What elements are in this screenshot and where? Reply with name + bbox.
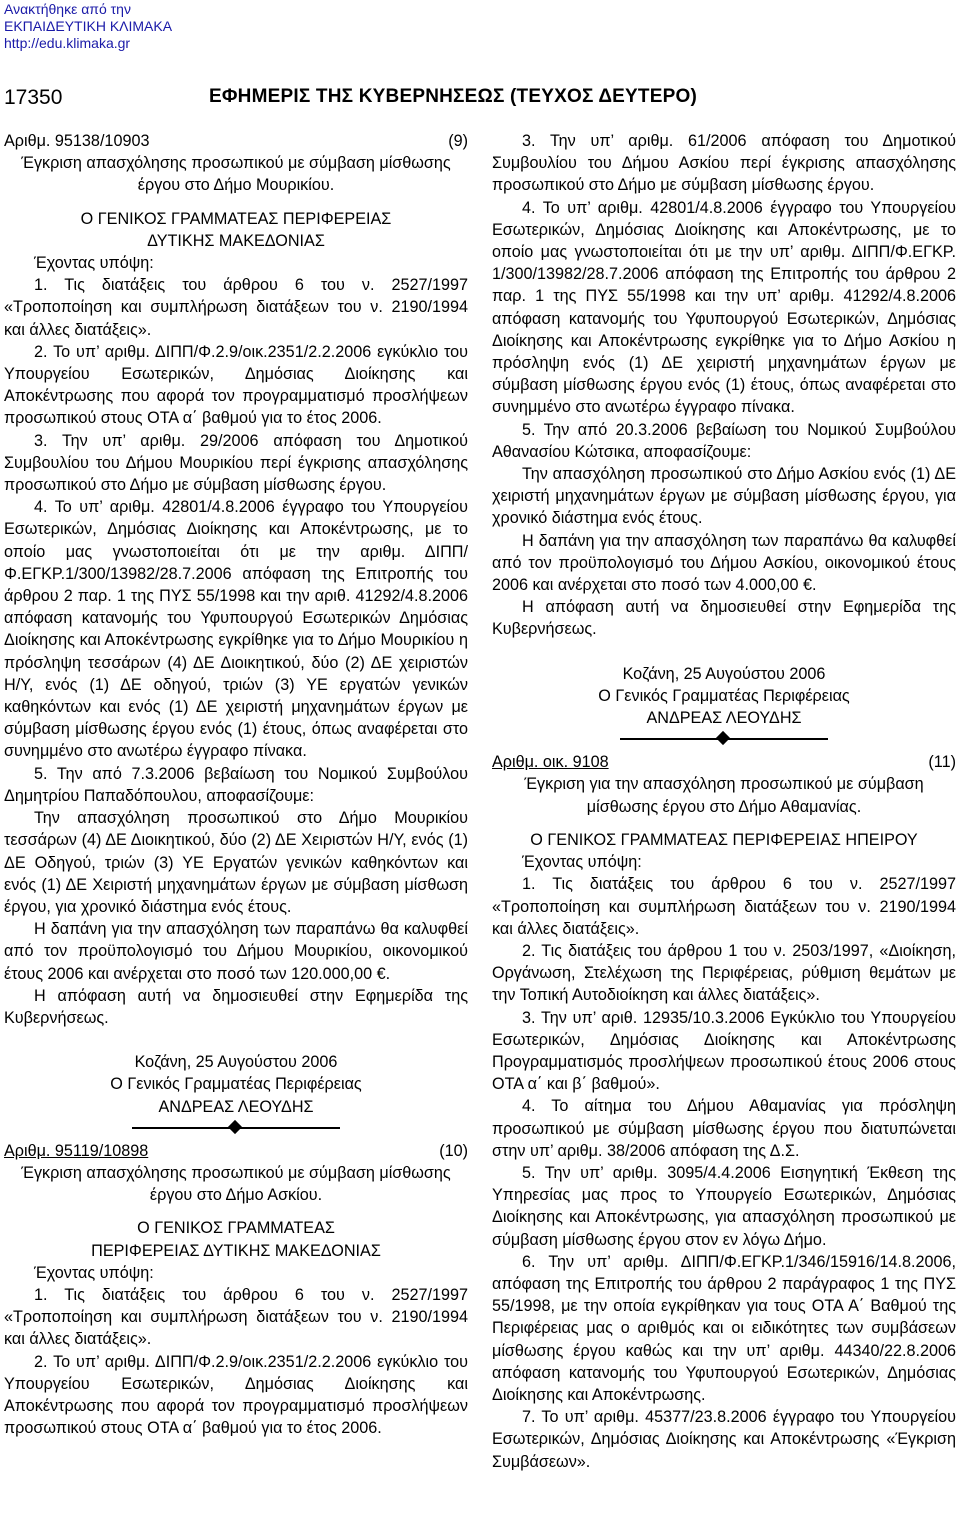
consideration-item: 1. Τις διατάξεις του άρθρου 6 του ν. 2527/1997 «Τροποποίηση και συμπλήρωση διατάξεων του ν. 2190/1994 και άλλες διατάξεις».: [492, 875, 956, 938]
signatory-name: ΑΝΔΡΕΑΣ ΛΕΟΥΔΗΣ: [646, 709, 802, 728]
consideration-item: 2. Το υπ’ αριθμ. ΔΙΠΠ/Φ.2.9/οικ.2351/2.2.2006 εγκύκλιο του Υπουργείου Εσωτερικών, Δημόσιας Διοίκησης και Αποκέντρωσης που αφορά τον προγραμματισμό προσλήψεων προσωπικού στους ΟΤΑ α΄ βαθμού για το έτος 2006.: [4, 1352, 468, 1438]
source-link[interactable]: http://edu.klimaka.gr: [4, 35, 131, 51]
right-column: [492, 130, 956, 1473]
source-watermark: [4, 1, 172, 52]
decision-text: Την απασχόληση προσωπικού στο Δήμο Ασκίου ενός (1) ΔΕ χειριστή μηχανημάτων έργων με σύμβαση μίσθωσης έργου, για χρονικό διάστημα ενός έτους.: [492, 465, 956, 528]
section-divider: [4, 1119, 468, 1137]
decision-subject: Έγκριση απασχόλησης προσωπικού με σύμβαση μίσθωσης έργου στο Δήμο Ασκίου.: [21, 1163, 451, 1205]
decision-number-row: [4, 130, 468, 152]
source-line: ΕΚΠΑΙΔΕΥΤΙΚΗ ΚΛΙΜΑΚΑ: [4, 18, 173, 34]
considering-label: Έχοντας υπόψη:: [34, 1263, 154, 1282]
consideration-item: 3. Την υπ’ αριθμ. 29/2006 απόφαση του Δημοτικού Συμβουλίου του Δήμου Μουρικίου περί έγκρισης απασχόλησης προσωπικού στο Δήμο με σύμβαση μίσθωσης έργου.: [4, 431, 468, 495]
decision-number: Αριθμ. 95138/10903: [4, 132, 150, 150]
authority-line: Ο ΓΕΝΙΚΟΣ ΓΡΑΜΜΑΤΕΑΣ: [137, 1219, 335, 1238]
decision-number-row: [492, 751, 956, 773]
source-line: Ανακτήθηκε από την: [4, 1, 131, 17]
section-divider: [492, 730, 956, 748]
consideration-item: 5. Την από 20.3.2006 βεβαίωση του Νομικού Συμβούλου Αθανασίου Κώτσικα, αποφασίζουμε:: [492, 420, 956, 461]
authority-line: Ο ΓΕΝΙΚΟΣ ΓΡΑΜΜΑΤΕΑΣ ΠΕΡΙΦΕΡΕΙΑΣ: [80, 209, 392, 228]
consideration-item: 1. Τις διατάξεις του άρθρου 6 του ν. 2527/1997 «Τροποποίηση και συμπλήρωση διατάξεων του ν. 2190/1994 και άλλες διατάξεις».: [4, 276, 468, 339]
decision-subject: Έγκριση απασχόλησης προσωπικού με σύμβαση μίσθωσης έργου στο Δήμο Μουρικίου.: [21, 154, 451, 195]
consideration-item: 6. Την υπ’ αριθμ. ΔΙΠΠ/Φ.ΕΓΚΡ.1/346/15916/14.8.2006, απόφαση της Επιτροπής του άρθρου 2 παράγραφος 1 της ΠΥΣ 55/1998, με την οποία εγκρίθηκαν για τους ΟΤΑ Α΄ Βαθμού της Περιφέρειας μας ο αριθμός και οι ειδικότητες των συμβάσεων μίσθωσης έργου καθώς και την υπ’ αριθμ. 44340/22.8.2006 απόφαση κατανομής του Υφυπουργού Εσωτερικών, Δημόσιας Διοίκησης και Αποκέντρωσης.: [492, 1252, 956, 1404]
consideration-item: 2. Το υπ’ αριθμ. ΔΙΠΠ/Φ.2.9/οικ.2351/2.2.2006 εγκύκλιο του Υπουργείου Εσωτερικών, Δημόσιας Διοίκησης και Αποκέντρωσης που αφορά τον προγραμματισμό προσλήψεων προσωπικού στους ΟΤΑ α΄ βαθμού για το έτος 2006.: [4, 342, 468, 428]
considering-label: Έχοντας υπόψη:: [522, 853, 642, 872]
authority-line: ΠΕΡΙΦΕΡΕΙΑΣ ΔΥΤΙΚΗΣ ΜΑΚΕΔΟΝΙΑΣ: [91, 1241, 381, 1260]
consideration-item: 4. Το υπ’ αριθμ. 42801/4.8.2006 έγγραφο του Υπουργείου Εσωτερικών, Δημόσιας Διοίκησης και Αποκέντρωσης, με το οποίο μας γνωστοποιείται ότι με την υπ’ αριθμ. ΔΙΠΠ/Φ.ΕΓΚΡ. 1/300/13982/28.7.2006 απόφαση της Επιτροπής του άρθρου 2 παρ. 1 της ΠΥΣ 55/1998 και την υπ’ αριθμ. 41292/4.8.2006 απόφαση κατανομής του Υφυπουργού Εσωτερικών, Δημόσιας Διοίκησης και Αποκέντρωσης εγκρίθηκε για το Δήμο Ασκίου η πρόσληψη ενός (1) ΔΕ χειριστή μηχανημάτων έργων με σύμβαση μίσθωσης έργου ενός (1) έτους, όπως αναφέρεται στο συνημμένο στο ανωτέρω έγγραφο πίνακα.: [492, 198, 956, 417]
consideration-item: 2. Τις διατάξεις του άρθρου 1 του ν. 2503/1997, «Διοίκηση, Οργάνωση, Στελέχωση της Περιφέρειας, ρύθμιση θεμάτων με την Τοπική Αυτοδιοίκηση και άλλες διατάξεις».: [492, 941, 956, 1005]
decision-subject: Έγκριση για την απασχόληση προσωπικού με σύμβαση μίσθωσης έργου στο Δήμο Αθαμανίας.: [524, 775, 924, 816]
place-date: Κοζάνη, 25 Αυγούστου 2006: [622, 664, 826, 683]
authority-line: Ο ΓΕΝΙΚΟΣ ΓΡΑΜΜΑΤΕΑΣ ΠΕΡΙΦΕΡΕΙΑΣ ΗΠΕΙΡΟΥ: [530, 830, 918, 849]
consideration-item: 3. Την υπ’ αριθ. 12935/10.3.2006 Εγκύκλιο του Υπουργείου Εσωτερικών, Δημόσιας Διοίκησης και Αποκέντρωσης Προγραμματισμός προσλήψεων προσωπικού έτους 2006 στους ΟΤΑ α΄ και β΄ βαθμού».: [492, 1008, 956, 1094]
page-header: [4, 86, 956, 116]
decision-number: Αριθμ. 95119/10898: [4, 1141, 149, 1160]
place-date: Κοζάνη, 25 Αυγούστου 2006: [134, 1053, 338, 1072]
decision-text: Η απόφαση αυτή να δημοσιευθεί στην Εφημερίδα της Κυβερνήσεως.: [4, 986, 468, 1027]
considering-label: Έχοντας υπόψη:: [34, 254, 154, 273]
decision-text: Η δαπάνη για την απασχόληση των παραπάνω θα καλυφθεί από τον προϋπολογισμό του Δήμου Ασκίου, οικονομικού έτους 2006 και ανέρχεται στο ποσό των 4.000,00 €.: [492, 531, 956, 595]
decision-number: Αριθμ. οικ. 9108: [492, 753, 609, 772]
signatory-title: Ο Γενικός Γραμματέας Περιφέρειας: [598, 686, 850, 705]
signatory-name: ΑΝΔΡΕΑΣ ΛΕΟΥΔΗΣ: [158, 1097, 314, 1116]
left-column: [4, 130, 468, 1439]
page-number: 17350: [4, 86, 63, 109]
consideration-item: 5. Την από 7.3.2006 βεβαίωση του Νομικού Συμβούλου Δημητρίου Παπαδόπουλου, αποφασίζουμε:: [4, 764, 468, 805]
consideration-item: 4. Το υπ’ αριθμ. 42801/4.8.2006 έγγραφο του Υπουργείου Εσωτερικών, Δημόσιας Διοίκησης και Αποκέντρωσης, με το οποίο μας γνωστοποιείται ότι με την αριθμ. ΔΙΠΠ/Φ.ΕΓΚΡ.1/300/13982/28.7.2006 απόφαση της Επιτροπής του άρθρου 2 παρ. 1 της ΠΥΣ 55/1998 και την αριθ. 41292/4.8.2006 απόφαση κατανομής του Υφυπουργού Εσωτερικών Δημόσιας Διοίκησης και Αποκέντρωσης εγκρίθηκε για το Δήμο Μουρικίου η πρόσληψη τεσσάρων (4) ΔΕ Διοικητικού, δύο (2) ΔΕ χειριστών Η/Υ, ενός (1) ΔΕ οδηγού, τριών (3) ΥΕ εργατών γενικών καθηκόντων και ενός (1) ΔΕ χειριστή μηχανημάτων έργων με σύμβαση μίσθωσης έργου ενός (1) έτους, όπως αναφέρεται στο συνημμένο στο ανωτέρω έγγραφο πίνακα.: [4, 498, 468, 761]
decision-text: Η απόφαση αυτή να δημοσιευθεί στην Εφημερίδα της Κυβερνήσεως.: [492, 598, 956, 639]
consideration-item: 7. Το υπ’ αριθμ. 45377/23.8.2006 έγγραφο του Υπουργείου Εσωτερικών, Δημόσιας Διοίκησης και Αποκέντρωσης «Έγκριση Συμβάσεων».: [492, 1408, 956, 1471]
decision-text: Την απασχόληση προσωπικού στο Δήμο Μουρικίου τεσσάρων (4) ΔΕ Διοικητικού, δύο (2) ΔΕ Χειριστών Η/Υ, ενός (1) ΔΕ Οδηγού, τριών (3) ΥΕ Εργατών γενικών καθηκόντων και ενός (1) ΔΕ Χειριστή μηχανημάτων έργων με σύμβαση μίσθωση έργου, για χρονικό διάστημα ενός έτους.: [4, 809, 468, 916]
decision-index: (11): [928, 753, 956, 772]
consideration-item: 4. Το αίτημα του Δήμου Αθαμανίας για πρόσληψη προσωπικού με σύμβαση μίσθωσης έργου που διατυπώνεται στην υπ’ αριθμ. 38/2006 απόφαση της Δ.Σ.: [492, 1097, 956, 1160]
decision-index: (9): [448, 132, 468, 150]
consideration-item: 5. Την υπ’ αριθμ. 3095/4.4.2006 Εισηγητική Έκθεση της Υπηρεσίας μας προς το Υπουργείο Εσωτερικών, Δημόσιας Διοίκησης και Αποκέντρωσης, για απασχόληση προσωπικού με σύμβαση μίσθωσης έργου στον εν λόγω Δήμο.: [492, 1163, 956, 1249]
decision-text: Η δαπάνη για την απασχόληση των παραπάνω θα καλυφθεί από τον προϋπολογισμό του Δήμου Μουρικίου, οικονομικού έτους 2006 και ανέρχεται στο ποσό των 120.000,00 €.: [4, 920, 468, 983]
gazette-title: ΕΦΗΜΕΡΙΣ ΤΗΣ ΚΥΒΕΡΝΗΣΕΩΣ (ΤΕΥΧΟΣ ΔΕΥΤΕΡΟ): [209, 86, 697, 107]
authority-line: ΔΥΤΙΚΗΣ ΜΑΚΕΔΟΝΙΑΣ: [147, 231, 325, 250]
consideration-item: 3. Την υπ’ αριθμ. 61/2006 απόφαση του Δημοτικού Συμβουλίου του Δήμου Ασκίου περί έγκρισης απασχόλησης προσωπικού στο Δήμο με σύμβαση μίσθωσης έργου.: [492, 132, 956, 195]
decision-number-row: [4, 1140, 468, 1162]
decision-index: (10): [439, 1141, 468, 1160]
signatory-title: Ο Γενικός Γραμματέας Περιφέρειας: [110, 1075, 362, 1094]
consideration-item: 1. Τις διατάξεις του άρθρου 6 του ν. 2527/1997 «Τροποποίηση και συμπλήρωση διατάξεων του ν. 2190/1994 και άλλες διατάξεις».: [4, 1285, 468, 1349]
